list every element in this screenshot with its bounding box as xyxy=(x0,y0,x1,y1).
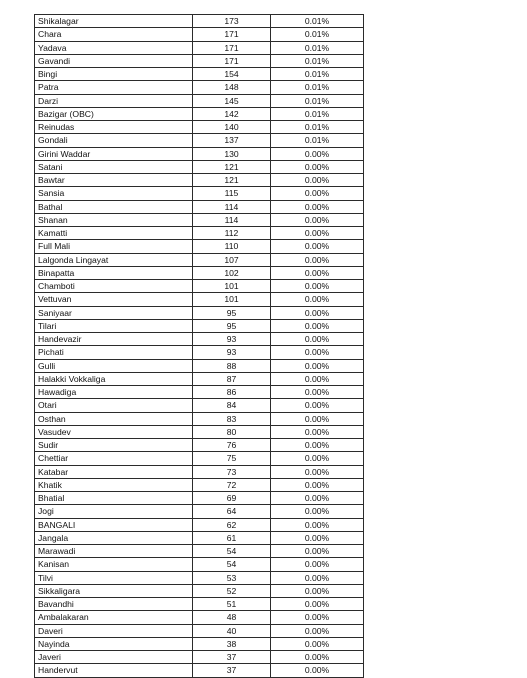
count-cell: 171 xyxy=(193,41,271,54)
percentage-cell: 0.00% xyxy=(271,492,364,505)
table-row xyxy=(35,531,364,544)
caste-name-cell: Chamboti xyxy=(35,280,193,293)
count-cell: 110 xyxy=(193,240,271,253)
percentage-cell: 0.00% xyxy=(271,425,364,438)
table-row xyxy=(35,439,364,452)
caste-name-cell: Gulli xyxy=(35,359,193,372)
count-cell: 95 xyxy=(193,306,271,319)
caste-name-cell: Osthan xyxy=(35,412,193,425)
percentage-cell: 0.00% xyxy=(271,147,364,160)
table-row xyxy=(35,571,364,584)
caste-name-cell: Khatik xyxy=(35,478,193,491)
count-cell: 48 xyxy=(193,611,271,624)
count-cell: 61 xyxy=(193,531,271,544)
caste-name-cell: Daveri xyxy=(35,624,193,637)
count-cell: 154 xyxy=(193,68,271,81)
table-row xyxy=(35,346,364,359)
count-cell: 75 xyxy=(193,452,271,465)
count-cell: 88 xyxy=(193,359,271,372)
table-row xyxy=(35,478,364,491)
count-cell: 148 xyxy=(193,81,271,94)
count-cell: 173 xyxy=(193,15,271,28)
percentage-cell: 0.00% xyxy=(271,399,364,412)
caste-name-cell: Darzi xyxy=(35,94,193,107)
table-row xyxy=(35,15,364,28)
count-cell: 102 xyxy=(193,266,271,279)
count-cell: 114 xyxy=(193,213,271,226)
table-row xyxy=(35,399,364,412)
count-cell: 171 xyxy=(193,54,271,67)
count-cell: 72 xyxy=(193,478,271,491)
count-cell: 115 xyxy=(193,187,271,200)
table-row xyxy=(35,266,364,279)
percentage-cell: 0.00% xyxy=(271,227,364,240)
count-cell: 95 xyxy=(193,319,271,332)
caste-name-cell: Jogi xyxy=(35,505,193,518)
caste-name-cell: Halakki Vokkaliga xyxy=(35,372,193,385)
caste-name-cell: Bavandhi xyxy=(35,598,193,611)
count-cell: 121 xyxy=(193,174,271,187)
table-row xyxy=(35,425,364,438)
percentage-cell: 0.00% xyxy=(271,187,364,200)
count-cell: 93 xyxy=(193,346,271,359)
table-row xyxy=(35,624,364,637)
percentage-cell: 0.00% xyxy=(271,372,364,385)
caste-name-cell: Gondali xyxy=(35,134,193,147)
table-row xyxy=(35,107,364,120)
percentage-cell: 0.00% xyxy=(271,266,364,279)
percentage-cell: 0.00% xyxy=(271,664,364,677)
caste-name-cell: Lalgonda Lingayat xyxy=(35,253,193,266)
table-row xyxy=(35,187,364,200)
data-table xyxy=(34,14,364,678)
caste-name-cell: Ambalakaran xyxy=(35,611,193,624)
percentage-cell: 0.00% xyxy=(271,611,364,624)
caste-name-cell: Sudir xyxy=(35,439,193,452)
caste-name-cell: Saniyaar xyxy=(35,306,193,319)
percentage-cell: 0.00% xyxy=(271,571,364,584)
caste-name-cell: Jangala xyxy=(35,531,193,544)
percentage-cell: 0.01% xyxy=(271,15,364,28)
table-row xyxy=(35,81,364,94)
count-cell: 54 xyxy=(193,558,271,571)
count-cell: 137 xyxy=(193,134,271,147)
caste-name-cell: Handevazir xyxy=(35,333,193,346)
table-row xyxy=(35,611,364,624)
percentage-cell: 0.01% xyxy=(271,54,364,67)
percentage-cell: 0.00% xyxy=(271,306,364,319)
table-row xyxy=(35,651,364,664)
table-row xyxy=(35,134,364,147)
count-cell: 37 xyxy=(193,651,271,664)
percentage-cell: 0.00% xyxy=(271,240,364,253)
table-row xyxy=(35,160,364,173)
percentage-cell: 0.00% xyxy=(271,531,364,544)
caste-name-cell: Sikkaligara xyxy=(35,584,193,597)
caste-name-cell: Yadava xyxy=(35,41,193,54)
count-cell: 86 xyxy=(193,386,271,399)
percentage-cell: 0.01% xyxy=(271,28,364,41)
percentage-cell: 0.00% xyxy=(271,346,364,359)
percentage-cell: 0.00% xyxy=(271,333,364,346)
percentage-cell: 0.00% xyxy=(271,518,364,531)
table-row xyxy=(35,28,364,41)
table-row xyxy=(35,174,364,187)
count-cell: 51 xyxy=(193,598,271,611)
count-cell: 80 xyxy=(193,425,271,438)
count-cell: 83 xyxy=(193,412,271,425)
table-row xyxy=(35,492,364,505)
count-cell: 40 xyxy=(193,624,271,637)
table-row xyxy=(35,545,364,558)
count-cell: 107 xyxy=(193,253,271,266)
table-row xyxy=(35,505,364,518)
table-row xyxy=(35,637,364,650)
count-cell: 121 xyxy=(193,160,271,173)
percentage-cell: 0.01% xyxy=(271,68,364,81)
caste-name-cell: Kamatti xyxy=(35,227,193,240)
percentage-cell: 0.00% xyxy=(271,386,364,399)
percentage-cell: 0.00% xyxy=(271,558,364,571)
caste-name-cell: Bathal xyxy=(35,200,193,213)
count-cell: 37 xyxy=(193,664,271,677)
count-cell: 140 xyxy=(193,121,271,134)
table-row xyxy=(35,412,364,425)
caste-name-cell: Reinudas xyxy=(35,121,193,134)
caste-name-cell: Kanisan xyxy=(35,558,193,571)
caste-name-cell: Sansia xyxy=(35,187,193,200)
count-cell: 38 xyxy=(193,637,271,650)
table-row xyxy=(35,664,364,677)
caste-name-cell: Gavandi xyxy=(35,54,193,67)
caste-name-cell: Bazigar (OBC) xyxy=(35,107,193,120)
table-row xyxy=(35,333,364,346)
count-cell: 87 xyxy=(193,372,271,385)
count-cell: 112 xyxy=(193,227,271,240)
table-row xyxy=(35,558,364,571)
count-cell: 53 xyxy=(193,571,271,584)
count-cell: 171 xyxy=(193,28,271,41)
table-row xyxy=(35,372,364,385)
count-cell: 62 xyxy=(193,518,271,531)
caste-name-cell: Bhatial xyxy=(35,492,193,505)
percentage-cell: 0.00% xyxy=(271,253,364,266)
percentage-cell: 0.01% xyxy=(271,134,364,147)
table-row xyxy=(35,68,364,81)
caste-name-cell: Marawadi xyxy=(35,545,193,558)
percentage-cell: 0.00% xyxy=(271,478,364,491)
table-row xyxy=(35,359,364,372)
caste-name-cell: BANGALI xyxy=(35,518,193,531)
count-cell: 54 xyxy=(193,545,271,558)
count-cell: 76 xyxy=(193,439,271,452)
percentage-cell: 0.00% xyxy=(271,439,364,452)
table-row xyxy=(35,253,364,266)
caste-name-cell: Girini Waddar xyxy=(35,147,193,160)
table-row xyxy=(35,306,364,319)
percentage-cell: 0.00% xyxy=(271,174,364,187)
caste-name-cell: Pichati xyxy=(35,346,193,359)
percentage-cell: 0.00% xyxy=(271,452,364,465)
table-row xyxy=(35,280,364,293)
count-cell: 145 xyxy=(193,94,271,107)
table-row xyxy=(35,227,364,240)
count-cell: 69 xyxy=(193,492,271,505)
caste-name-cell: Otari xyxy=(35,399,193,412)
table-row xyxy=(35,200,364,213)
table-row xyxy=(35,386,364,399)
count-cell: 114 xyxy=(193,200,271,213)
count-cell: 64 xyxy=(193,505,271,518)
percentage-cell: 0.00% xyxy=(271,280,364,293)
table-row xyxy=(35,213,364,226)
caste-name-cell: Shikalagar xyxy=(35,15,193,28)
count-cell: 52 xyxy=(193,584,271,597)
percentage-cell: 0.00% xyxy=(271,412,364,425)
table-row xyxy=(35,41,364,54)
count-cell: 84 xyxy=(193,399,271,412)
table-row xyxy=(35,584,364,597)
table-row xyxy=(35,54,364,67)
count-cell: 101 xyxy=(193,293,271,306)
percentage-cell: 0.00% xyxy=(271,584,364,597)
percentage-cell: 0.01% xyxy=(271,41,364,54)
caste-name-cell: Handervut xyxy=(35,664,193,677)
table-body xyxy=(35,15,364,678)
caste-name-cell: Hawadiga xyxy=(35,386,193,399)
percentage-cell: 0.00% xyxy=(271,200,364,213)
caste-name-cell: Nayinda xyxy=(35,637,193,650)
caste-name-cell: Patra xyxy=(35,81,193,94)
table-row xyxy=(35,293,364,306)
caste-name-cell: Shanan xyxy=(35,213,193,226)
table-row xyxy=(35,465,364,478)
caste-name-cell: Vasudev xyxy=(35,425,193,438)
percentage-cell: 0.01% xyxy=(271,107,364,120)
caste-name-cell: Bawtar xyxy=(35,174,193,187)
caste-name-cell: Chettiar xyxy=(35,452,193,465)
table-row xyxy=(35,121,364,134)
percentage-cell: 0.00% xyxy=(271,359,364,372)
caste-name-cell: Katabar xyxy=(35,465,193,478)
percentage-cell: 0.00% xyxy=(271,505,364,518)
percentage-cell: 0.00% xyxy=(271,319,364,332)
percentage-cell: 0.00% xyxy=(271,545,364,558)
percentage-cell: 0.01% xyxy=(271,81,364,94)
caste-name-cell: Bingi xyxy=(35,68,193,81)
table-row xyxy=(35,518,364,531)
percentage-cell: 0.01% xyxy=(271,121,364,134)
count-cell: 130 xyxy=(193,147,271,160)
table-row xyxy=(35,598,364,611)
caste-name-cell: Binapatta xyxy=(35,266,193,279)
percentage-cell: 0.01% xyxy=(271,94,364,107)
caste-name-cell: Satani xyxy=(35,160,193,173)
count-cell: 93 xyxy=(193,333,271,346)
percentage-cell: 0.00% xyxy=(271,160,364,173)
count-cell: 101 xyxy=(193,280,271,293)
percentage-cell: 0.00% xyxy=(271,624,364,637)
count-cell: 73 xyxy=(193,465,271,478)
count-cell: 142 xyxy=(193,107,271,120)
percentage-cell: 0.00% xyxy=(271,637,364,650)
percentage-cell: 0.00% xyxy=(271,213,364,226)
caste-name-cell: Javeri xyxy=(35,651,193,664)
percentage-cell: 0.00% xyxy=(271,651,364,664)
table-row xyxy=(35,319,364,332)
table-row xyxy=(35,452,364,465)
percentage-cell: 0.00% xyxy=(271,293,364,306)
caste-name-cell: Vettuvan xyxy=(35,293,193,306)
caste-name-cell: Tilvi xyxy=(35,571,193,584)
table-row xyxy=(35,240,364,253)
caste-name-cell: Chara xyxy=(35,28,193,41)
caste-name-cell: Tilari xyxy=(35,319,193,332)
percentage-cell: 0.00% xyxy=(271,598,364,611)
table-row xyxy=(35,94,364,107)
caste-name-cell: Full Mali xyxy=(35,240,193,253)
table-row xyxy=(35,147,364,160)
percentage-cell: 0.00% xyxy=(271,465,364,478)
